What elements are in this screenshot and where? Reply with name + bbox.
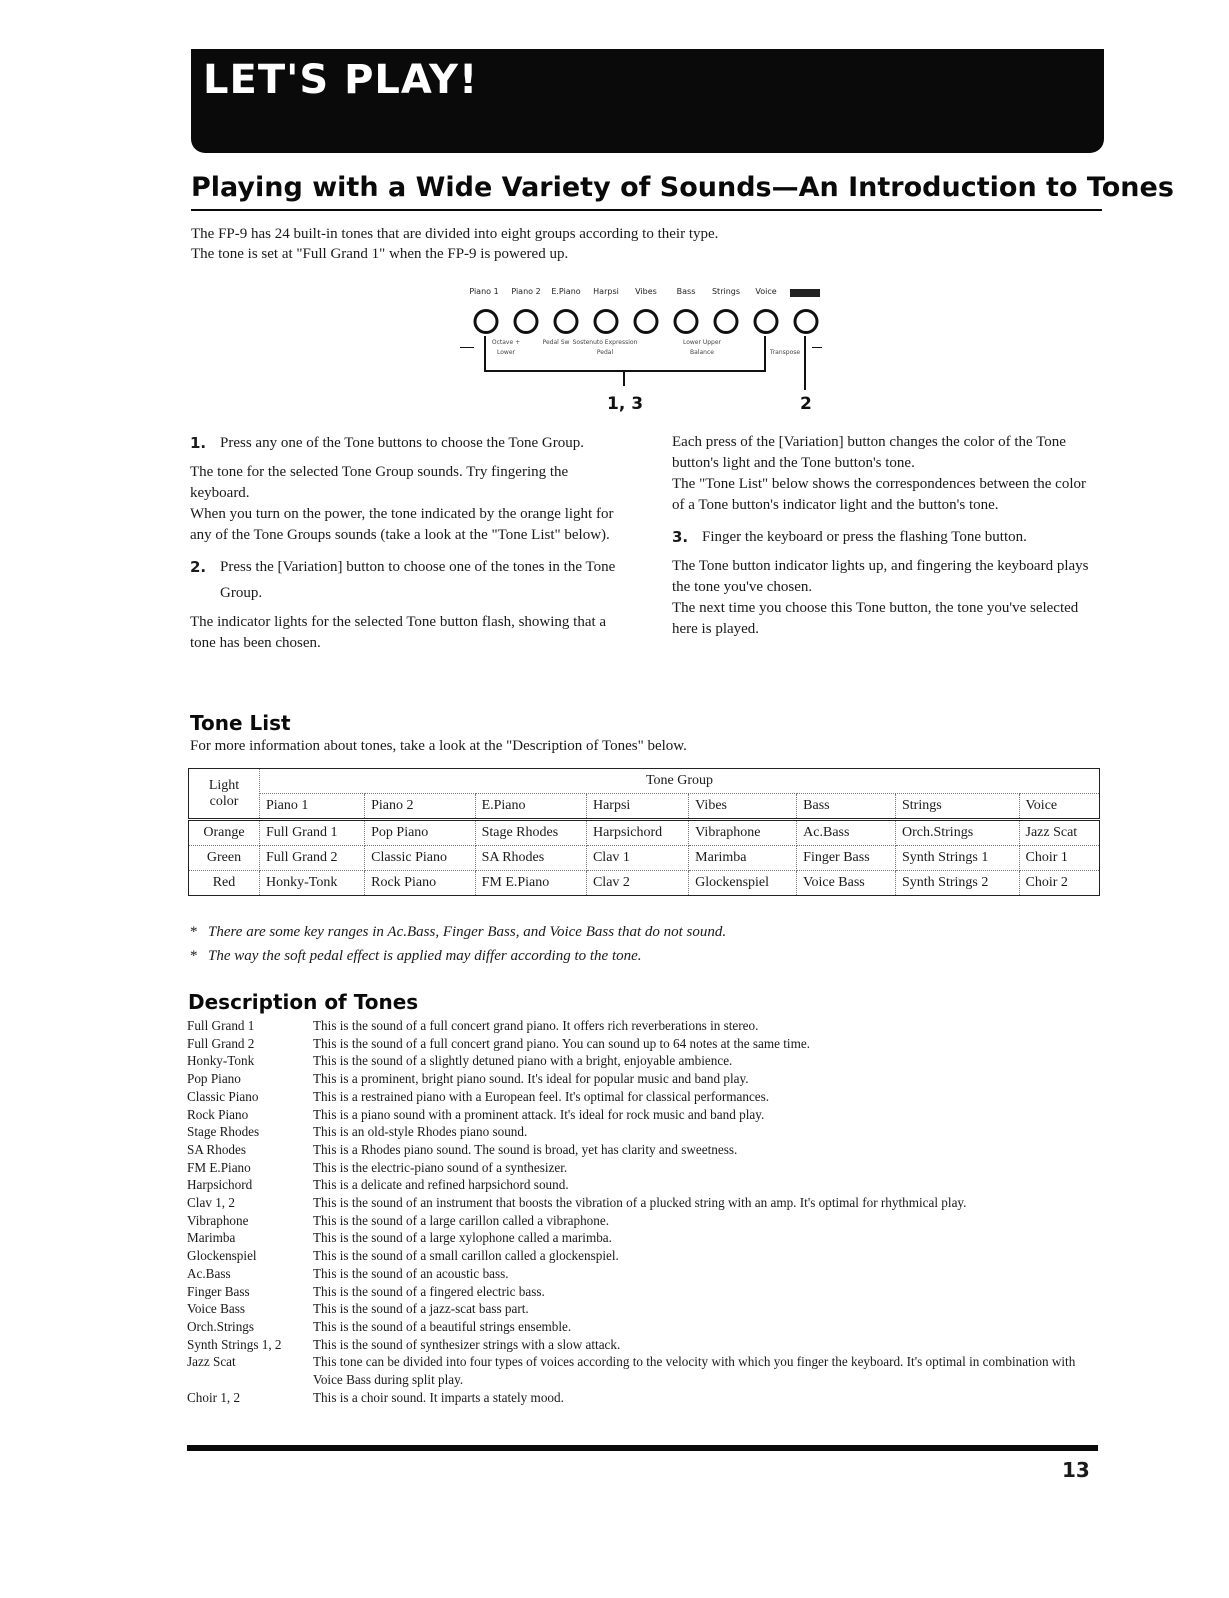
- tone-cell: Synth Strings 2: [895, 871, 1019, 896]
- tone-description: This is a piano sound with a prominent attack. It's ideal for rock music and band play.: [313, 1106, 765, 1122]
- intro-text: [191, 224, 718, 264]
- tone-cell: Synth Strings 1: [895, 846, 1019, 871]
- tone-name: Glockenspiel: [187, 1248, 257, 1264]
- footnote-marker: *: [190, 924, 198, 940]
- tone-cell: Choir 1: [1019, 846, 1100, 871]
- tone-description: This is the sound of a slightly detuned piano with a bright, enjoyable ambience.: [313, 1053, 733, 1069]
- tone-button-bass[interactable]: [674, 309, 699, 334]
- callout-steps-1-3: 1, 3: [607, 394, 644, 414]
- group-header: Strings: [895, 794, 1019, 820]
- step-text: Press the [Variation] button to choose one of the tones in the Tone Group.: [220, 559, 616, 601]
- group-header: Harpsi: [586, 794, 688, 820]
- paragraph: The Tone button indicator lights up, and fingering the keyboard plays the tone you've chosen.: [672, 558, 1089, 595]
- tone-cell: FM E.Piano: [475, 871, 586, 896]
- panel-line: [460, 347, 474, 348]
- step-3: [672, 524, 1100, 550]
- tone-name: Stage Rhodes: [187, 1124, 260, 1140]
- panel-label-epiano: E.Piano: [551, 287, 581, 296]
- tone-description: This is a prominent, bright piano sound. It's ideal for popular music and band play.: [313, 1071, 749, 1087]
- tone-description: This is the sound of a full concert grand piano. It offers rich reverberations in stereo.: [313, 1018, 759, 1033]
- light-color-cell: Red: [189, 871, 260, 896]
- description-row: [187, 1106, 1102, 1124]
- light-color-cell: Green: [189, 846, 260, 871]
- group-header: E.Piano: [475, 794, 586, 820]
- tone-name: FM E.Piano: [187, 1159, 251, 1175]
- tone-description: This is the sound of a large xylophone called a marimba.: [313, 1230, 612, 1246]
- banner-title: LET'S PLAY!: [203, 57, 479, 103]
- description-row: [187, 1353, 1102, 1388]
- description-row: [187, 1229, 1102, 1247]
- tone-name: SA Rhodes: [187, 1141, 246, 1157]
- tone-cell: Harpsichord: [586, 820, 688, 846]
- table-row: [189, 846, 1100, 871]
- light-color-cell: Orange: [189, 820, 260, 846]
- tone-description: This is the sound of a full concert grand piano. You can sound up to 64 notes at the same time.: [313, 1035, 811, 1051]
- description-heading: Description of Tones: [188, 990, 419, 1014]
- group-header: Bass: [797, 794, 896, 820]
- tone-cell: Classic Piano: [365, 846, 475, 871]
- description-row: [187, 1141, 1102, 1159]
- description-row: [187, 1389, 1102, 1407]
- tone-cell: Pop Piano: [365, 820, 475, 846]
- left-column: [190, 430, 628, 662]
- callout-step-2: 2: [800, 394, 812, 414]
- tone-cell: Clav 1: [586, 846, 688, 871]
- panel-sublabel-lower-upper: Lower Upper: [682, 339, 722, 346]
- tone-cell: Jazz Scat: [1019, 820, 1100, 846]
- tone-name: Orch.Strings: [187, 1318, 255, 1334]
- tone-name: Clav 1, 2: [187, 1195, 235, 1211]
- tone-list-heading: Tone List: [190, 711, 291, 735]
- footnote-text: The way the soft pedal effect is applied may differ according to the tone.: [208, 948, 642, 964]
- tone-description: This is the sound of an instrument that boosts the vibration of a plucked string with an amp. It's optimal for rhythmical play.: [313, 1195, 967, 1211]
- tone-button-strings[interactable]: [714, 309, 739, 334]
- step-number: 1.: [190, 434, 207, 452]
- panel-label-voice: Voice: [755, 287, 777, 296]
- panel-sublabel-balance: Balance: [690, 349, 714, 356]
- group-header: Piano 1: [260, 794, 365, 820]
- tone-name: Ac.Bass: [187, 1265, 231, 1281]
- panel-sublabel-pedal-sw: Pedal Sw: [542, 339, 570, 346]
- panel-sublabel-octave: Octave +: [491, 339, 521, 346]
- tone-cell: Finger Bass: [797, 846, 896, 871]
- callout-line-left: [623, 372, 625, 386]
- tone-description: This is the sound of a small carillon called a glockenspiel.: [313, 1248, 619, 1264]
- tone-button-vibes[interactable]: [634, 309, 659, 334]
- section-title: Playing with a Wide Variety of Sounds—An Introduction to Tones: [191, 172, 1174, 203]
- description-row: [187, 1088, 1102, 1106]
- tone-name: Jazz Scat: [187, 1354, 236, 1370]
- description-row: [187, 1283, 1102, 1301]
- right-column: [672, 432, 1100, 648]
- panel-bracket-bottom: [484, 370, 766, 372]
- tone-name: Harpsichord: [187, 1177, 253, 1193]
- tone-description: This is the sound of an acoustic bass.: [313, 1265, 509, 1281]
- description-row: [187, 1017, 1102, 1035]
- tone-cell: Vibraphone: [689, 820, 797, 846]
- footnote-marker: *: [190, 948, 198, 964]
- tone-description: This is a restrained piano with a European feel. It's optimal for classical performances.: [313, 1088, 770, 1104]
- tone-name: Voice Bass: [187, 1301, 245, 1317]
- tone-panel-diagram: [460, 282, 840, 417]
- panel-label-piano1: Piano 1: [469, 287, 499, 296]
- tone-description: This is the electric-piano sound of a synthesizer.: [313, 1159, 568, 1175]
- description-row: [187, 1212, 1102, 1230]
- tone-cell: Ac.Bass: [797, 820, 896, 846]
- step-2: [190, 554, 628, 606]
- step-text: Press any one of the Tone buttons to choose the Tone Group.: [220, 435, 584, 451]
- panel-line: [812, 347, 822, 348]
- tone-list-table: [188, 768, 1100, 896]
- tone-button-piano2[interactable]: [514, 309, 539, 334]
- tone-description: This is a Rhodes piano sound. The sound is broad, yet has clarity and sweetness.: [313, 1141, 738, 1157]
- panel-sublabel-transpose: Transpose: [769, 349, 801, 356]
- tone-description: This is a choir sound. It imparts a stately mood.: [313, 1389, 564, 1405]
- paragraph: The next time you choose this Tone button, the tone you've selected here is played.: [672, 600, 1079, 637]
- panel-label-bass: Bass: [676, 287, 696, 296]
- tone-cell: Voice Bass: [797, 871, 896, 896]
- panel-label-strings: Strings: [711, 287, 741, 296]
- tone-cell: Choir 2: [1019, 871, 1100, 896]
- tone-name: Choir 1, 2: [187, 1389, 241, 1405]
- tone-description: This is the sound of a large carillon called a vibraphone.: [313, 1212, 610, 1228]
- description-row: [187, 1159, 1102, 1177]
- tone-cell: Rock Piano: [365, 871, 475, 896]
- table-row: [189, 820, 1100, 846]
- section-rule: [191, 209, 1102, 211]
- description-row: [187, 1123, 1102, 1141]
- tone-description: This is the sound of synthesizer strings with a slow attack.: [313, 1336, 621, 1352]
- tone-description: This is an old-style Rhodes piano sound.: [313, 1124, 528, 1140]
- footnote-1: [190, 924, 726, 941]
- tone-name: Vibraphone: [187, 1212, 249, 1228]
- variation-label-mark: [790, 289, 820, 297]
- group-header: Vibes: [689, 794, 797, 820]
- step-number: 2.: [190, 558, 207, 576]
- table-group-row: [189, 794, 1100, 820]
- tone-name: Honky-Tonk: [187, 1053, 255, 1069]
- panel-label-harpsi: Harpsi: [593, 287, 619, 296]
- group-header: Voice: [1019, 794, 1100, 820]
- tone-cell: Full Grand 2: [260, 846, 365, 871]
- tone-button-harpsi[interactable]: [594, 309, 619, 334]
- page-number: 13: [1062, 1458, 1090, 1482]
- footnote-2: [190, 948, 642, 965]
- step-number: 3.: [672, 528, 689, 546]
- description-row: [187, 1194, 1102, 1212]
- tone-cell: Honky-Tonk: [260, 871, 365, 896]
- tone-name: Finger Bass: [187, 1283, 250, 1299]
- paragraph: When you turn on the power, the tone indicated by the orange light for any of the Tone Groups sounds (take a look at the "Tone List" below).: [190, 506, 614, 543]
- tone-description: This is a delicate and refined harpsichord sound.: [313, 1177, 569, 1193]
- tone-button-voice[interactable]: [754, 309, 779, 334]
- description-row: [187, 1070, 1102, 1088]
- tone-name: Synth Strings 1, 2: [187, 1336, 282, 1352]
- step-text: Finger the keyboard or press the flashing Tone button.: [702, 529, 1027, 545]
- description-row: [187, 1176, 1102, 1194]
- variation-button[interactable]: [794, 309, 819, 334]
- callout-line-right: [804, 336, 806, 390]
- description-row: [187, 1035, 1102, 1053]
- tone-name: Full Grand 2: [187, 1035, 255, 1051]
- description-row: [187, 1300, 1102, 1318]
- paragraph: The "Tone List" below shows the correspondences between the color of a Tone button's indicator light and the button's tone.: [672, 476, 1086, 513]
- table-header-row: [189, 769, 1100, 794]
- panel-bracket-right: [764, 336, 766, 372]
- tone-cell: Stage Rhodes: [475, 820, 586, 846]
- table-row: [189, 871, 1100, 896]
- tone-name: Classic Piano: [187, 1088, 259, 1104]
- group-header: Piano 2: [365, 794, 475, 820]
- panel-sublabel-sostenuto: Sostenuto Expression: [572, 339, 638, 346]
- tone-name: Pop Piano: [187, 1071, 241, 1087]
- tone-cell: Marimba: [689, 846, 797, 871]
- panel-sublabel-lower: Lower: [497, 349, 515, 356]
- tone-cell: SA Rhodes: [475, 846, 586, 871]
- footer-rule: [187, 1445, 1098, 1451]
- intro-line: The tone is set at "Full Grand 1" when the FP-9 is powered up.: [191, 246, 569, 262]
- panel-bracket-left: [484, 336, 486, 372]
- tone-list-note: For more information about tones, take a look at the "Description of Tones" below.: [190, 738, 687, 754]
- footnote-text: There are some key ranges in Ac.Bass, Finger Bass, and Voice Bass that do not sound.: [208, 924, 727, 940]
- light-color-header: Light color: [189, 769, 260, 820]
- description-row: [187, 1336, 1102, 1354]
- tone-cell: Full Grand 1: [260, 820, 365, 846]
- tone-description: This tone can be divided into four types of voices according to the velocity with which you finger the keyboard. It's optimal in combination with Voice Bass during split play.: [313, 1354, 1076, 1388]
- panel-label-vibes: Vibes: [635, 287, 657, 296]
- tone-cell: Glockenspiel: [689, 871, 797, 896]
- paragraph: Each press of the [Variation] button changes the color of the Tone button's light and the Tone button's tone.: [672, 434, 1066, 471]
- paragraph: The tone for the selected Tone Group sounds. Try fingering the keyboard.: [190, 464, 569, 501]
- paragraph: The indicator lights for the selected Tone button flash, showing that a tone has been chosen.: [190, 614, 607, 651]
- tone-description: This is the sound of a jazz-scat bass part.: [313, 1301, 529, 1317]
- intro-line: The FP-9 has 24 built-in tones that are divided into eight groups according to their type.: [191, 226, 719, 242]
- page-banner: [191, 49, 1104, 153]
- tone-group-header: Tone Group: [260, 769, 1100, 794]
- panel-label-piano2: Piano 2: [511, 287, 541, 296]
- description-row: [187, 1265, 1102, 1283]
- tone-name: Marimba: [187, 1230, 236, 1246]
- tone-cell: Orch.Strings: [895, 820, 1019, 846]
- tone-name: Rock Piano: [187, 1106, 249, 1122]
- tone-name: Full Grand 1: [187, 1018, 255, 1033]
- tone-button-epiano[interactable]: [554, 309, 579, 334]
- tone-cell: Clav 2: [586, 871, 688, 896]
- description-row: [187, 1318, 1102, 1336]
- tone-description: This is the sound of a beautiful strings ensemble.: [313, 1318, 572, 1334]
- step-1: [190, 430, 628, 456]
- description-row: [187, 1247, 1102, 1265]
- panel-sublabel-pedal: Pedal: [596, 349, 614, 356]
- description-list: [187, 1017, 1102, 1406]
- description-row: [187, 1052, 1102, 1070]
- tone-description: This is the sound of a fingered electric bass.: [313, 1283, 545, 1299]
- tone-button-piano1[interactable]: [474, 309, 499, 334]
